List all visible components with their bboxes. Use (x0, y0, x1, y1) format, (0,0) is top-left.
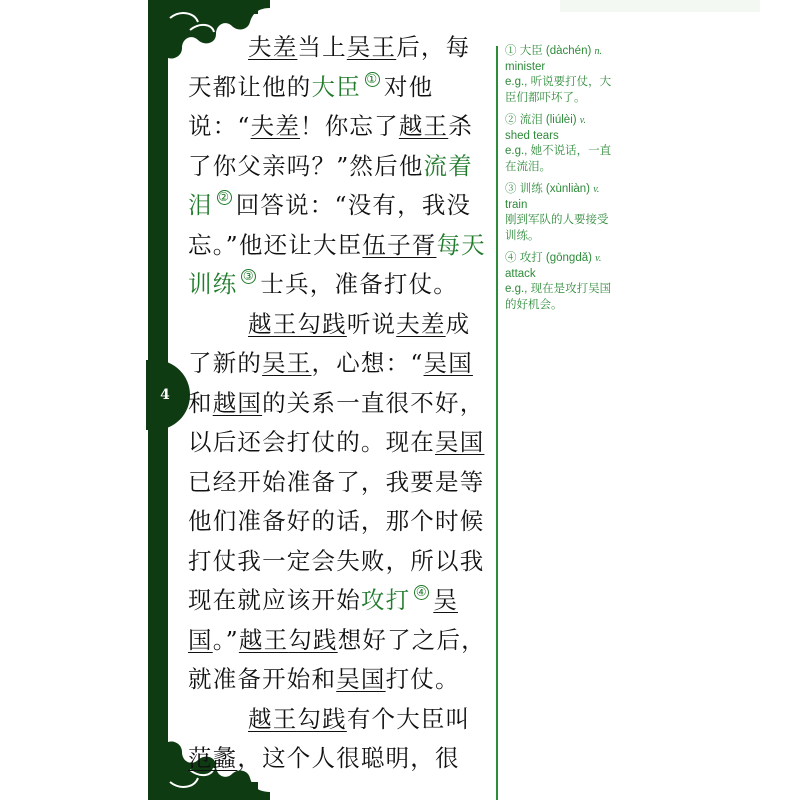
paragraph (188, 700, 488, 779)
glossary-entry (505, 251, 615, 313)
proper-noun: 越国 (212, 388, 263, 417)
proper-noun: 吴王 (346, 33, 397, 61)
glossary-definition: attack (505, 267, 536, 280)
text-run: ，心想：“ (311, 349, 424, 377)
paragraph (188, 305, 488, 700)
glossary-example: e.g., 她不说话，一直在流泪。 (505, 145, 612, 173)
glossary-part-of-speech: v. (579, 115, 586, 126)
text-run: 已经开始准备了，我要是等他们准备好的话，那个时候打仗我一定会失败，所以我现在就应该开始 (188, 467, 485, 614)
glossary-pinyin: (xùnliàn) (545, 183, 591, 195)
glossary-part-of-speech: v. (595, 253, 602, 264)
text-run: 对他说：“ (188, 72, 434, 140)
glossary-entry-head (505, 113, 615, 129)
footnote-number: ① (505, 45, 517, 57)
footnote-marker: ② (218, 190, 231, 204)
text-run: 有个大臣叫 (346, 704, 471, 733)
text-run: 打仗。 (385, 665, 460, 693)
glossary-pinyin: (gōngdǎ) (545, 252, 592, 264)
text-run: 成了新的 (188, 309, 471, 377)
glossary-example: 刚到军队的人要接受训练。 (505, 214, 609, 242)
glossary-entry (505, 182, 615, 244)
footnote-marker: ① (366, 71, 379, 86)
glossary-entry-head (505, 251, 615, 267)
text-run: ！你忘了 (300, 112, 399, 140)
proper-noun: 夫差 (248, 33, 298, 61)
proper-noun: 勾践 (297, 704, 347, 733)
proper-noun: 吴国 (423, 349, 473, 377)
proper-noun: 勾践 (288, 625, 338, 654)
footnote-number: ② (505, 114, 517, 126)
proper-noun: 吴国 (188, 586, 459, 654)
glossary-definition: minister (505, 60, 546, 73)
glossary-definition: shed tears (505, 129, 559, 142)
footnote-number: ④ (505, 252, 517, 264)
proper-noun: 夫差 (250, 112, 301, 140)
glossary-example: e.g., 现在是攻打吴国的好机会。 (505, 283, 612, 311)
vocab-word: 攻打 (360, 586, 411, 614)
story-text (188, 28, 488, 779)
glossary-entry (505, 113, 615, 175)
glossary-definition: train (505, 198, 528, 211)
glossary-part-of-speech: n. (594, 46, 602, 57)
text-run: 杀了你父亲吗？”然后他 (188, 112, 473, 180)
proper-noun: 勾践 (297, 309, 347, 338)
glossary-example: e.g., 听说要打仗，大臣们都吓坏了。 (505, 76, 612, 104)
proper-noun: 吴王 (262, 349, 312, 377)
text-run: 想好了之后，就准备开始和 (188, 625, 486, 693)
proper-noun: 越王 (398, 112, 449, 140)
glossary-entry-head (505, 44, 615, 60)
footnote-marker: ③ (242, 269, 255, 283)
proper-noun: 越王 (248, 309, 298, 338)
vocab-word: 流着泪 (188, 151, 473, 219)
proper-noun: 夫差 (396, 309, 446, 338)
proper-noun: 吴国 (336, 665, 386, 693)
glossary-entry (505, 44, 615, 106)
footnote-number: ③ (505, 183, 517, 195)
glossary-term: 流泪 (519, 114, 543, 126)
text-run: 当上 (297, 33, 347, 61)
proper-noun: 越王 (248, 704, 298, 733)
glossary-pinyin: (liúlèi) (545, 114, 577, 126)
glossary-pinyin: (dàchén) (545, 45, 592, 57)
page-number: 4 (160, 387, 170, 403)
proper-noun: 越王 (238, 625, 289, 654)
glossary-panel (505, 44, 615, 320)
text-run: 听说 (346, 309, 397, 338)
glossary-entry-head (505, 182, 615, 198)
proper-noun: 伍子胥 (362, 230, 437, 259)
text-run: ，这个人很聪明，很 (237, 744, 460, 772)
glossary-term: 大臣 (519, 45, 543, 57)
header-strip (560, 0, 760, 12)
text-run: 和 (188, 388, 213, 417)
vertical-divider (496, 46, 498, 800)
text-run: 。” (212, 625, 239, 654)
footnote-marker: ④ (415, 585, 428, 599)
proper-noun: 范蠡 (188, 744, 238, 772)
glossary-term: 攻打 (519, 252, 543, 264)
paragraph (188, 28, 488, 305)
text-run: 回答说：“没有，我没忘。”他还让大臣 (188, 191, 472, 259)
glossary-part-of-speech: v. (593, 184, 600, 195)
vocab-word: 每天训练 (188, 230, 486, 298)
proper-noun: 吴国 (435, 428, 485, 456)
text-run: 后，每天都让他的 (188, 33, 471, 101)
text-run: 的关系一直很不好，以后还会打仗的。现在 (188, 388, 485, 456)
text-run: 士兵，准备打仗。 (260, 270, 459, 298)
vocab-word: 大臣 (311, 72, 361, 101)
glossary-term: 训练 (519, 183, 543, 195)
